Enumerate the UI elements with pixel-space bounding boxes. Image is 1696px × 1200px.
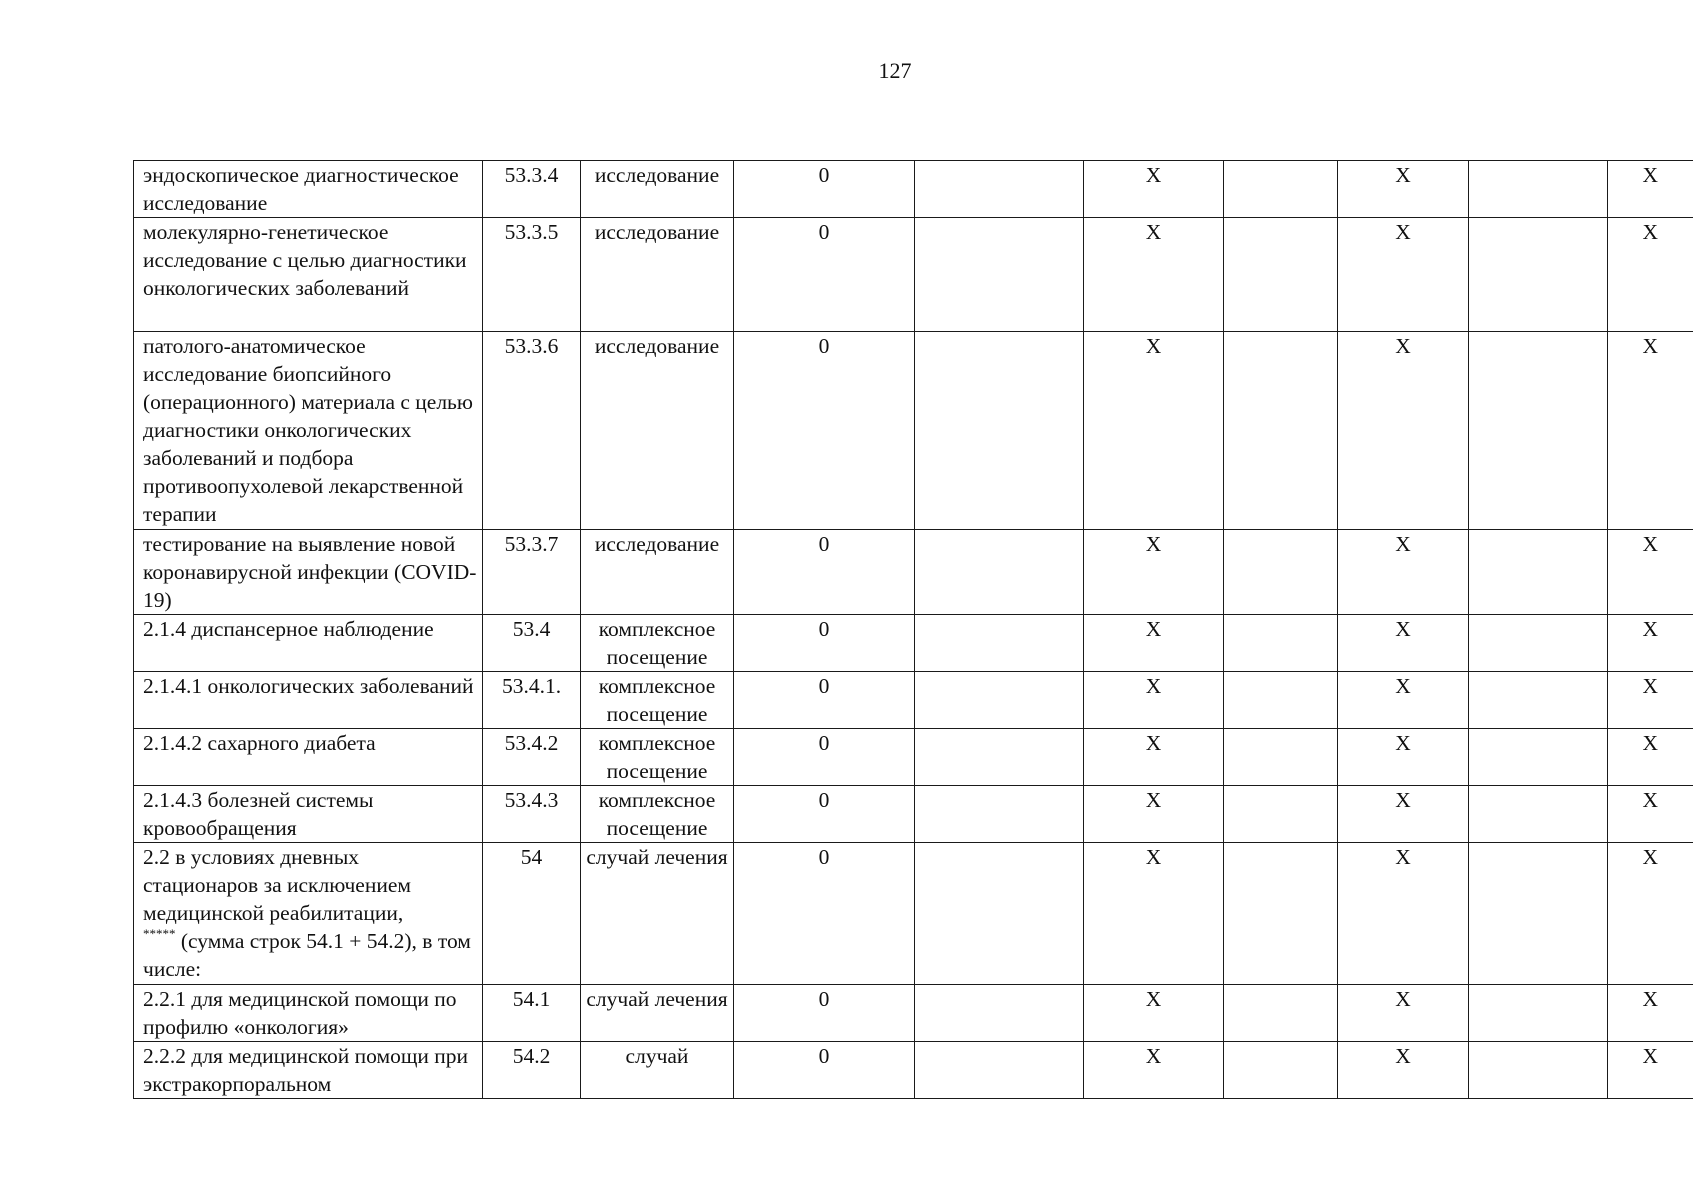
unit-cell: комплексное посещение xyxy=(581,729,734,786)
col8-cell: Х xyxy=(1338,615,1469,672)
unit-cell: исследование xyxy=(581,530,734,615)
table-row xyxy=(134,615,1693,672)
description-cell: эндоскопическое диагностическое исследование xyxy=(134,161,483,218)
unit-cell: комплексное посещение xyxy=(581,615,734,672)
table-row xyxy=(134,843,1693,985)
col6-cell: Х xyxy=(1084,985,1224,1042)
col7-cell xyxy=(1224,1042,1338,1099)
value-cell: 0 xyxy=(734,672,915,729)
col5-cell xyxy=(915,1042,1084,1099)
description-cell: молекулярно-генетическое исследование с целью диагностики онкологических заболеваний xyxy=(134,218,483,332)
unit-cell: исследование xyxy=(581,161,734,218)
unit-cell: случай лечения xyxy=(581,985,734,1042)
description-cell: тестирование на выявление новой коронавирусной инфекции (COVID-19) xyxy=(134,530,483,615)
row-number-cell: 54 xyxy=(483,843,581,985)
row-number-cell: 53.4.3 xyxy=(483,786,581,843)
value-cell: 0 xyxy=(734,615,915,672)
value-cell: 0 xyxy=(734,843,915,985)
description-cell xyxy=(134,843,483,985)
table-row xyxy=(134,332,1693,530)
col6-cell: Х xyxy=(1084,672,1224,729)
description-cell: 2.2.1 для медицинской помощи по профилю «онкология» xyxy=(134,985,483,1042)
col9-cell xyxy=(1469,843,1608,985)
col6-cell: Х xyxy=(1084,530,1224,615)
col7-cell xyxy=(1224,786,1338,843)
value-cell: 0 xyxy=(734,1042,915,1099)
value-cell: 0 xyxy=(734,218,915,332)
value-cell: 0 xyxy=(734,161,915,218)
col8-cell: Х xyxy=(1338,985,1469,1042)
row-number-cell: 54.1 xyxy=(483,985,581,1042)
table-row xyxy=(134,672,1693,729)
table-row xyxy=(134,530,1693,615)
description-cell: 2.2.2 для медицинской помощи при экстракорпоральном xyxy=(134,1042,483,1099)
value-cell: 0 xyxy=(734,729,915,786)
col6-cell: Х xyxy=(1084,332,1224,530)
col7-cell xyxy=(1224,672,1338,729)
col7-cell xyxy=(1224,332,1338,530)
col9-cell xyxy=(1469,530,1608,615)
description-text: 2.2 в условиях дневных стационаров за исключением медицинской реабилитации, xyxy=(143,845,411,925)
col9-cell xyxy=(1469,985,1608,1042)
col5-cell xyxy=(915,161,1084,218)
col5-cell xyxy=(915,729,1084,786)
value-cell: 0 xyxy=(734,332,915,530)
row-number-cell: 53.4.2 xyxy=(483,729,581,786)
col9-cell xyxy=(1469,218,1608,332)
table-row xyxy=(134,985,1693,1042)
col8-cell: Х xyxy=(1338,332,1469,530)
row-number-cell: 53.4.1. xyxy=(483,672,581,729)
col8-cell: Х xyxy=(1338,729,1469,786)
description-text: (сумма строк 54.1 + 54.2), в том числе: xyxy=(143,929,471,981)
col6-cell: Х xyxy=(1084,729,1224,786)
col6-cell: Х xyxy=(1084,161,1224,218)
col10-cell: Х xyxy=(1608,985,1693,1042)
description-cell: 2.1.4 диспансерное наблюдение xyxy=(134,615,483,672)
col8-cell: Х xyxy=(1338,161,1469,218)
row-number-cell: 53.3.5 xyxy=(483,218,581,332)
col6-cell: Х xyxy=(1084,786,1224,843)
col5-cell xyxy=(915,218,1084,332)
col10-cell: Х xyxy=(1608,530,1693,615)
col8-cell: Х xyxy=(1338,672,1469,729)
col10-cell: Х xyxy=(1608,1042,1693,1099)
col10-cell: Х xyxy=(1608,843,1693,985)
col9-cell xyxy=(1469,332,1608,530)
col7-cell xyxy=(1224,161,1338,218)
col8-cell: Х xyxy=(1338,1042,1469,1099)
unit-cell: случай xyxy=(581,1042,734,1099)
col8-cell: Х xyxy=(1338,786,1469,843)
table-row xyxy=(134,218,1693,332)
value-cell: 0 xyxy=(734,530,915,615)
col6-cell: Х xyxy=(1084,218,1224,332)
value-cell: 0 xyxy=(734,985,915,1042)
col7-cell xyxy=(1224,729,1338,786)
col10-cell: Х xyxy=(1608,672,1693,729)
row-number-cell: 53.3.7 xyxy=(483,530,581,615)
col8-cell: Х xyxy=(1338,218,1469,332)
col9-cell xyxy=(1469,672,1608,729)
row-number-cell: 53.3.6 xyxy=(483,332,581,530)
col9-cell xyxy=(1469,786,1608,843)
page-number: 127 xyxy=(878,58,912,83)
col10-cell: Х xyxy=(1608,729,1693,786)
col10-cell: Х xyxy=(1608,615,1693,672)
col6-cell: Х xyxy=(1084,615,1224,672)
col10-cell: Х xyxy=(1608,161,1693,218)
row-number-cell: 53.3.4 xyxy=(483,161,581,218)
col9-cell xyxy=(1469,1042,1608,1099)
unit-cell: исследование xyxy=(581,218,734,332)
value-cell: 0 xyxy=(734,786,915,843)
unit-cell: исследование xyxy=(581,332,734,530)
row-number-cell: 54.2 xyxy=(483,1042,581,1099)
footnote-marker: ***** xyxy=(143,926,176,941)
col6-cell: Х xyxy=(1084,1042,1224,1099)
col10-cell: Х xyxy=(1608,786,1693,843)
col5-cell xyxy=(915,530,1084,615)
col7-cell xyxy=(1224,530,1338,615)
col8-cell: Х xyxy=(1338,530,1469,615)
unit-cell: комплексное посещение xyxy=(581,786,734,843)
table-row xyxy=(134,161,1693,218)
col7-cell xyxy=(1224,985,1338,1042)
col10-cell: Х xyxy=(1608,218,1693,332)
row-number-cell: 53.4 xyxy=(483,615,581,672)
table-row xyxy=(134,1042,1693,1099)
col8-cell: Х xyxy=(1338,843,1469,985)
unit-cell: случай лечения xyxy=(581,843,734,985)
description-cell: 2.1.4.3 болезней системы кровообращения xyxy=(134,786,483,843)
table-row xyxy=(134,786,1693,843)
description-cell: 2.1.4.2 сахарного диабета xyxy=(134,729,483,786)
col5-cell xyxy=(915,985,1084,1042)
col9-cell xyxy=(1469,161,1608,218)
col9-cell xyxy=(1469,729,1608,786)
col6-cell: Х xyxy=(1084,843,1224,985)
col7-cell xyxy=(1224,218,1338,332)
description-cell: патолого-анатомическое исследование биопсийного (операционного) материала с целью диагностики онкологических заболеваний и подбора противоопухолевой лекарственной терапии xyxy=(134,332,483,530)
col9-cell xyxy=(1469,615,1608,672)
data-table xyxy=(133,160,1693,1099)
table-row xyxy=(134,729,1693,786)
col5-cell xyxy=(915,843,1084,985)
description-cell: 2.1.4.1 онкологических заболеваний xyxy=(134,672,483,729)
col7-cell xyxy=(1224,843,1338,985)
unit-cell: комплексное посещение xyxy=(581,672,734,729)
col10-cell: Х xyxy=(1608,332,1693,530)
col5-cell xyxy=(915,332,1084,530)
col7-cell xyxy=(1224,615,1338,672)
col5-cell xyxy=(915,672,1084,729)
col5-cell xyxy=(915,786,1084,843)
col5-cell xyxy=(915,615,1084,672)
